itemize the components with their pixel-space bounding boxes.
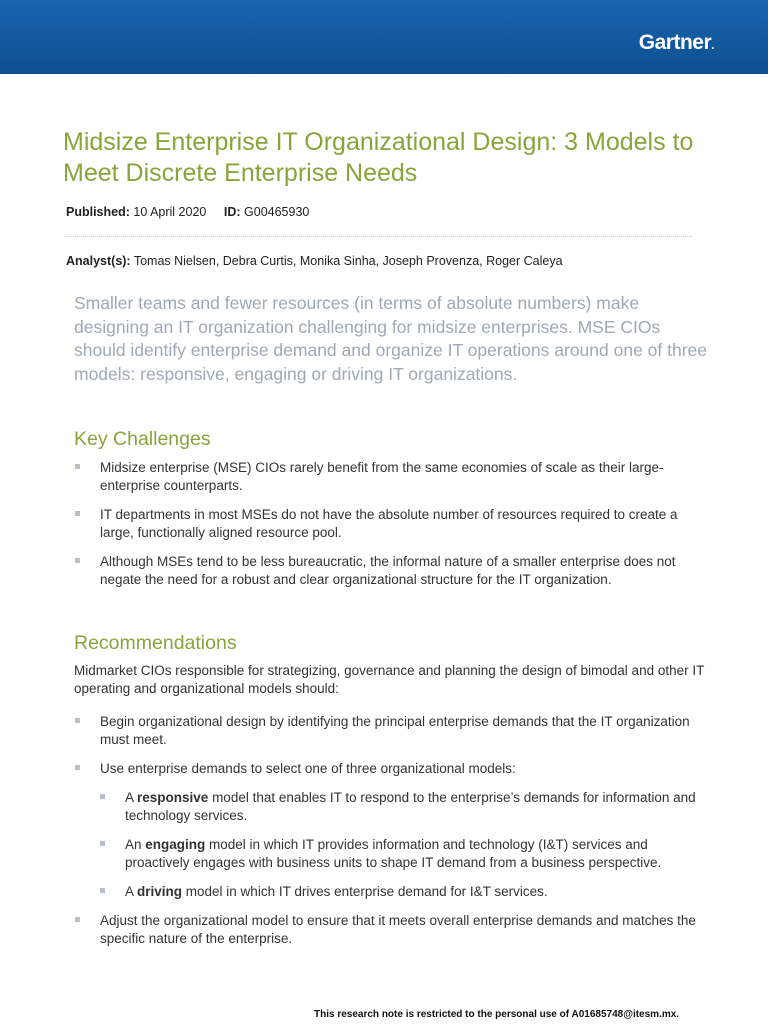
square-bullet-icon [75,511,80,516]
publication-meta [66,205,309,219]
sub-list-item: An engaging model in which IT provides information and technology (I&T) services and proactively engages with business units to shape IT demand from a business perspective. [74,836,704,872]
footer-restriction-note: This research note is restricted to the personal use of A01685748@itesm.mx. [314,1009,680,1020]
sub-list-item: A responsive model that enables IT to respond to the enterprise’s demands for information and technology services. [74,789,704,825]
list-item: Adjust the organizational model to ensure that it meets overall enterprise demands and matches the specific nature of the enterprise. [74,912,704,948]
list-item: Although MSEs tend to be less bureaucratic, the informal nature of a smaller enterprise does not negate the need for a robust and clear organizational structure for the IT organization. [74,553,704,589]
published-label: Published: [66,205,130,219]
list-item: IT departments in most MSEs do not have the absolute number of resources required to create a large, functionally aligned resource pool. [74,506,704,542]
document-title: Midsize Enterprise IT Organizational Design: 3 Models to Meet Discrete Enterprise Needs [63,128,694,187]
square-bullet-icon [100,888,105,893]
document-id: G00465930 [244,205,310,219]
list-item: Use enterprise demands to select one of three organizational models: [74,760,704,778]
analysts-names: Tomas Nielsen, Debra Curtis, Monika Sinha, Joseph Provenza, Roger Caleya [133,254,563,268]
published-date: 10 April 2020 [133,205,207,219]
square-bullet-icon [75,558,80,563]
key-challenges-heading: Key Challenges [74,428,211,450]
square-bullet-icon [100,794,105,799]
square-bullet-icon [100,841,105,846]
square-bullet-icon [75,718,80,723]
recommendations-list [74,713,704,948]
analysts-label: Analyst(s): [66,254,131,268]
sub-list-item: A driving model in which IT drives enterprise demand for I&T services. [74,883,704,901]
divider [66,236,692,237]
recommendations-heading: Recommendations [74,632,237,654]
key-challenges-list [74,459,704,589]
analysts-line [66,254,563,268]
gartner-logo: Gartner. [638,31,714,54]
square-bullet-icon [75,765,80,770]
square-bullet-icon [75,917,80,922]
list-item: Begin organizational design by identifying the principal enterprise demands that the IT organization must meet. [74,713,704,749]
list-item: Midsize enterprise (MSE) CIOs rarely benefit from the same economies of scale as their large-enterprise counterparts. [74,459,704,495]
recommendations-intro: Midmarket CIOs responsible for strategizing, governance and planning the design of bimodal and other IT operating and organizational models should: [74,663,705,696]
header-bar [0,0,768,74]
summary-paragraph: Smaller teams and fewer resources (in terms of absolute numbers) make designing an IT organization challenging for midsize enterprises. MSE CIOs should identify enterprise demand and organize IT operations around one of three models: responsive, engaging or driving IT organizations. [74,293,708,384]
id-label: ID: [223,205,241,219]
square-bullet-icon [75,464,80,469]
